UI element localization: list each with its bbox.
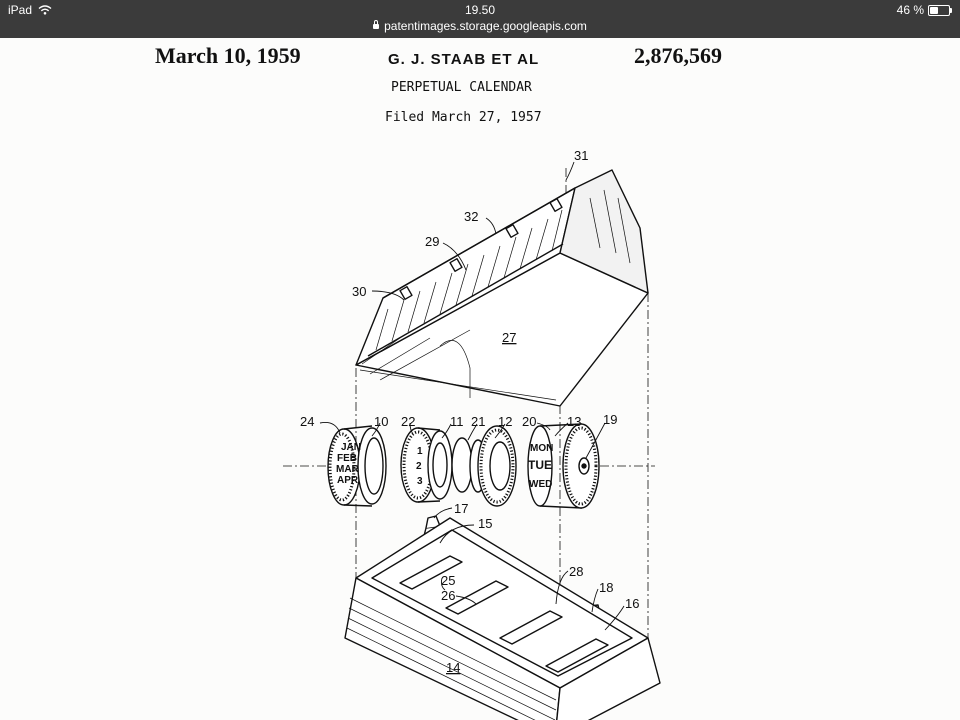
lock-icon xyxy=(373,24,379,29)
month-label: APR xyxy=(337,475,359,486)
ref-30: 30 xyxy=(352,284,367,299)
month-label: JAN xyxy=(341,442,362,453)
number-label: 3 xyxy=(417,476,423,487)
ref-31: 31 xyxy=(574,148,589,163)
ref-21: 21 xyxy=(471,414,486,429)
ref-27: 27 xyxy=(502,330,517,345)
ref-29: 29 xyxy=(425,234,440,249)
ref-14: 14 xyxy=(446,660,461,675)
ref-13: 13 xyxy=(567,414,582,429)
battery-percent: 46 % xyxy=(896,3,924,17)
ref-18: 18 xyxy=(599,580,614,595)
ref-25: 25 xyxy=(441,573,456,588)
day-label: WED xyxy=(529,479,553,490)
calendar-base xyxy=(345,518,660,720)
address-bar[interactable] xyxy=(0,19,960,33)
ref-19: 19 xyxy=(603,412,618,427)
status-bar xyxy=(0,0,960,38)
month-label: FEB xyxy=(337,453,357,464)
ref-28: 28 xyxy=(569,564,584,579)
number-label: 2 xyxy=(416,461,422,472)
ref-12: 12 xyxy=(498,414,513,429)
number-label: 1 xyxy=(417,446,423,457)
patent-title: PERPETUAL CALENDAR xyxy=(391,80,532,95)
ref-26: 26 xyxy=(441,588,456,603)
ref-24: 24 xyxy=(300,414,315,429)
day-label: MON xyxy=(530,443,554,454)
drum-assembly xyxy=(328,424,599,508)
ref-11: 11 xyxy=(450,414,464,429)
patent-number: 2,876,569 xyxy=(634,43,722,68)
day-drum-labels xyxy=(528,443,553,490)
ref-16: 16 xyxy=(625,596,640,611)
ref-22: 22 xyxy=(401,414,416,429)
month-label: MAR xyxy=(336,464,359,475)
ref-15: 15 xyxy=(478,516,493,531)
url-text: patentimages.storage.googleapis.com xyxy=(384,19,587,33)
battery-icon xyxy=(928,5,950,16)
ref-17: 17 xyxy=(454,501,469,516)
day-label: TUE xyxy=(528,458,552,472)
patent-inventors: G. J. STAAB ET AL xyxy=(388,51,540,68)
ref-32: 32 xyxy=(464,209,479,224)
calendar-cover xyxy=(356,170,648,406)
battery-status xyxy=(897,3,950,17)
ref-20: 20 xyxy=(522,414,537,429)
patent-date: March 10, 1959 xyxy=(155,43,301,68)
patent-drawing xyxy=(0,38,960,720)
patent-page xyxy=(0,38,960,720)
ref-10: 10 xyxy=(374,414,389,429)
patent-filed-date: Filed March 27, 1957 xyxy=(385,110,542,125)
status-time: 19.50 xyxy=(464,3,496,17)
device-label: iPad xyxy=(8,3,33,17)
